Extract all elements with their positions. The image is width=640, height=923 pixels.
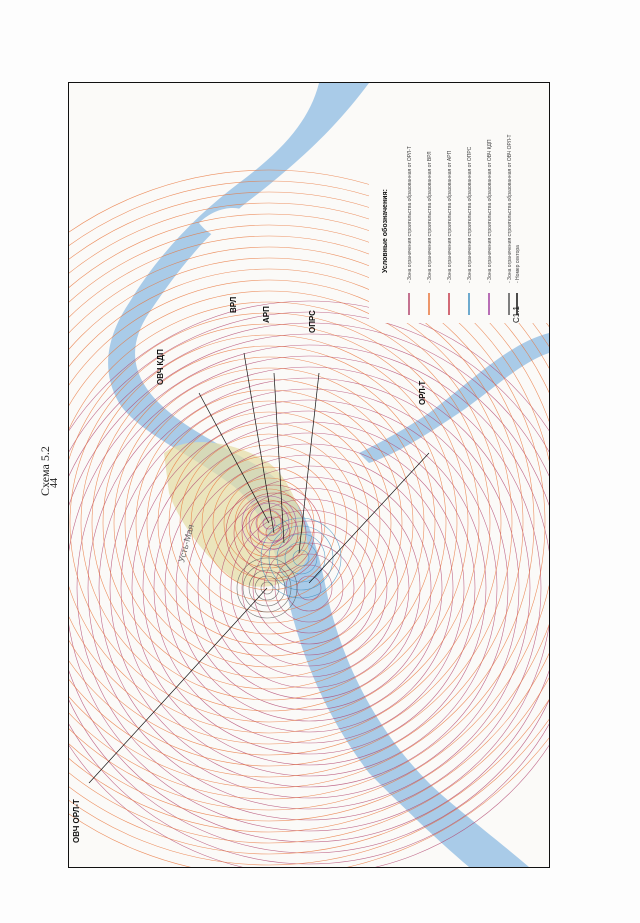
legend-sector-text: - Номер сектора [515,245,521,283]
label-ovch-kdp: ОВЧ КДП [156,349,165,385]
map-frame [68,82,550,868]
label-ovch-orl-t: ОВЧ ОРЛ-Т [72,799,81,843]
leader-ovch-orl-t [89,588,267,783]
legend [369,83,549,323]
legend-sector-symbol: С1.1 [512,306,521,323]
label-arp: АРП [262,306,271,323]
scheme-title: Схема 5.2 [38,446,52,496]
legend-item-text: - Зона ограничения строительства образованная от ОПРС [467,146,473,283]
legend-item-text: - Зона ограничения строительства образованная от ОВЧ ОРЛ-Т [507,134,513,283]
page-number: 44 [49,478,60,488]
label-oprs: ОПРС [308,310,317,333]
river-branch [359,333,549,463]
legend-background [369,83,549,323]
label-vrl: ВРЛ [229,296,238,313]
legend-item-text: - Зона ограничения строительства образованная от ОВЧ КДП [487,139,493,283]
label-town: Усть-Мая [176,523,197,564]
legend-item-text: - Зона ограничения строительства образованная от ОРЛ-Т [407,146,413,283]
zone-map [69,83,549,867]
legend-item-text: - Зона ограничения строительства образованная от ВРЛ [427,151,433,283]
legend-title: Условные обозначения: [382,189,389,273]
legend-item-text: - Зона ограничения строительства образованная от АРП [447,150,453,283]
leader-orl-t [309,453,429,583]
label-orl-t: ОРЛ-Т [418,380,427,405]
